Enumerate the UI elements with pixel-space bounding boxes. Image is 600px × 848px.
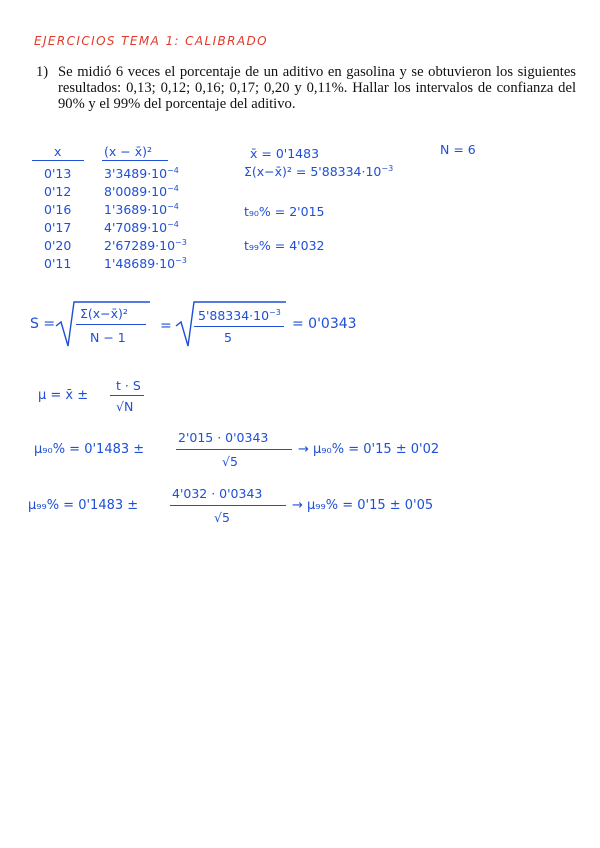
t-value-99: t₉₉% = 4'032 [244, 238, 325, 253]
header-underline-x [32, 160, 84, 161]
std-dev-equals: = [160, 318, 172, 334]
table-cell-x: 0'16 [44, 202, 72, 217]
mu90-denominator: √5 [222, 454, 238, 469]
mean-value: x̄ = 0'1483 [250, 146, 320, 161]
table-cell-sq: $4'7089\cdot 10^{-4}$ [104, 220, 179, 236]
std-dev-numerator-1: Σ(x−x̄)² [80, 306, 128, 321]
sum-of-squares: Σ(x−x̄)² = $5'88334\cdot 10^{-3}$ [244, 164, 394, 180]
fraction-bar-mu99 [170, 505, 286, 506]
table-cell-sq: $3'3489\cdot 10^{-4}$ [104, 166, 179, 182]
column-header-deviation-squared: (x − x̄)² [104, 144, 152, 159]
mu90-lhs: μ₉₀% = 0'1483 ± [34, 442, 145, 457]
fraction-bar-mu90 [176, 449, 292, 450]
table-cell-sq: $8'0089\cdot 10^{-4}$ [104, 184, 179, 200]
mu-general-lhs: μ = x̄ ± [38, 388, 89, 403]
fraction-bar-2 [194, 326, 284, 327]
fraction-bar-1 [76, 324, 146, 325]
table-cell-x: 0'12 [44, 184, 72, 199]
table-cell-sq: $2'67289\cdot 10^{-3}$ [104, 238, 187, 254]
column-header-x: x [54, 144, 62, 159]
mu90-result: → μ₉₀% = 0'15 ± 0'02 [298, 442, 440, 457]
mu-general-denominator: √N [116, 399, 134, 414]
std-dev-result: = 0'0343 [292, 316, 357, 332]
std-dev-lhs: S = [30, 316, 56, 332]
t-value-90: t₉₀% = 2'015 [244, 204, 325, 219]
table-cell-x: 0'20 [44, 238, 72, 253]
std-dev-denominator-2: 5 [224, 330, 232, 345]
exercise-header: EJERCICIOS TEMA 1: CALIBRADO [34, 34, 269, 48]
std-dev-denominator-1: N − 1 [90, 330, 126, 345]
sample-size: N = 6 [440, 142, 476, 157]
table-cell-sq: $1'48689\cdot 10^{-3}$ [104, 256, 187, 272]
table-cell-x: 0'17 [44, 220, 72, 235]
mu99-denominator: √5 [214, 510, 230, 525]
problem-text: Se midió 6 veces el porcentaje de un aditivo en gasolina y se obtuvieron los siguientes resultados: 0,13; 0,12; 0,16; 0,17; 0,20 y 0,11%. Hallar los intervalos de confianza del 90% y el 99% del porcentaje del aditivo. [58, 64, 576, 112]
mu99-lhs: μ₉₉% = 0'1483 ± [28, 498, 139, 513]
std-dev-numerator-2: $5'88334\cdot 10^{-3}$ [198, 308, 281, 324]
table-cell-x: 0'11 [44, 256, 72, 271]
mu-general-numerator: t · S [116, 378, 141, 393]
problem-number: 1) [36, 64, 49, 80]
table-cell-x: 0'13 [44, 166, 72, 181]
fraction-bar-mu-general [110, 395, 144, 396]
mu90-numerator: 2'015 · 0'0343 [178, 430, 269, 445]
mu99-numerator: 4'032 · 0'0343 [172, 486, 263, 501]
table-cell-sq: $1'3689\cdot 10^{-4}$ [104, 202, 179, 218]
problem-statement [36, 64, 576, 112]
mu99-result: → μ₉₉% = 0'15 ± 0'05 [292, 498, 434, 513]
header-underline-sq [102, 160, 168, 161]
